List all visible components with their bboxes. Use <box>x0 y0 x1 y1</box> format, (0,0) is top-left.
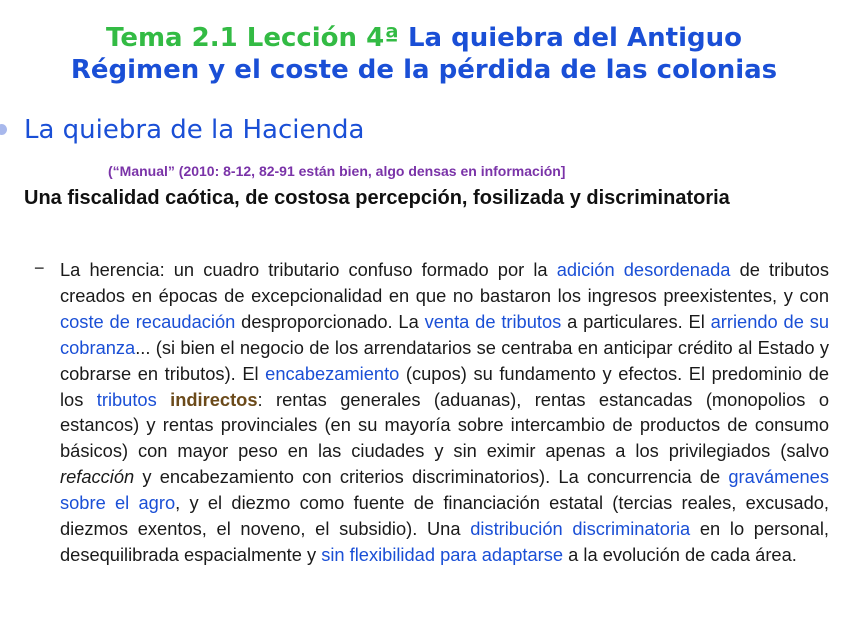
subtitle: Una fiscalidad caótica, de costosa percepción, fosilizada y discriminatoria <box>24 187 730 209</box>
highlight-distribucion: distribución discriminatoria <box>470 518 691 540</box>
text-segment: de tributos creados en épocas de excepcionalidad en que no bastaron los ingresos preexistentes, y con <box>60 259 829 306</box>
text-segment: ... (si bien el negocio de los arrendatarios se centraba en anticipar crédito al Estado y cobrarse en tributos). El <box>60 336 829 384</box>
highlight-venta-tributos: venta de tributos <box>424 310 562 332</box>
text-segment: en lo personal, desequilibrada espacialmente y <box>60 518 829 565</box>
text-segment: a la evolución de cada área. <box>563 543 797 565</box>
highlight-encabezamiento: encabezamiento <box>265 362 400 384</box>
highlight-adicion: adición desordenada <box>556 259 731 280</box>
highlight-arriendo: arriendo de su cobranza <box>60 310 830 358</box>
highlight-tributos: tributos <box>96 388 157 410</box>
title-part-2: Régimen y el coste de la pérdida de las colonias <box>70 55 778 85</box>
slide-title <box>0 22 848 86</box>
body-paragraph <box>60 257 829 568</box>
title-part-1: La quiebra del Antiguo <box>407 23 742 53</box>
highlight-coste-recaudacion: coste de recaudación <box>60 310 236 332</box>
title-lesson: Tema 2.1 Lección 4ª <box>106 23 399 53</box>
highlight-sin-flexibilidad: sin flexibilidad para adaptarse <box>321 543 564 565</box>
manual-note: (“Manual” (2010: 8-12, 82-91 están bien, algo densas en información] <box>108 163 566 179</box>
text-segment: (cupos) su fundamento y efectos. El predominio de los <box>60 362 829 410</box>
dash-bullet-icon: − <box>34 258 45 278</box>
text-segment: y encabezamiento con criterios discriminatorios). La concurrencia de <box>134 466 729 488</box>
text-segment: , y el diezmo como fuente de financiación estatal (tercias reales, excusado, diezmos exentos, el noveno, el subsidio). Una <box>60 492 829 540</box>
text-segment: La herencia: un cuadro tributario confuso formado por la <box>60 259 557 280</box>
text-segment: : rentas generales (aduanas), rentas estancadas (monopolios o estancos) y rentas provinciales (en su mayoría sobre intercambio de productos de consumo básicos) con mayor peso en las ciudades y sin eximir apenas a los privilegiados (salvo <box>60 388 829 462</box>
italic-refaccion: refacción <box>60 466 135 488</box>
text-segment: a particulares. El <box>561 310 711 332</box>
highlight-indirectos: indirectos <box>170 388 258 410</box>
section-heading: La quiebra de la Hacienda <box>24 115 365 145</box>
text-segment: desproporcionado. La <box>235 310 425 332</box>
bullet-dot-icon <box>0 124 7 135</box>
highlight-gravamenes: gravámenes sobre el agro <box>60 466 829 514</box>
